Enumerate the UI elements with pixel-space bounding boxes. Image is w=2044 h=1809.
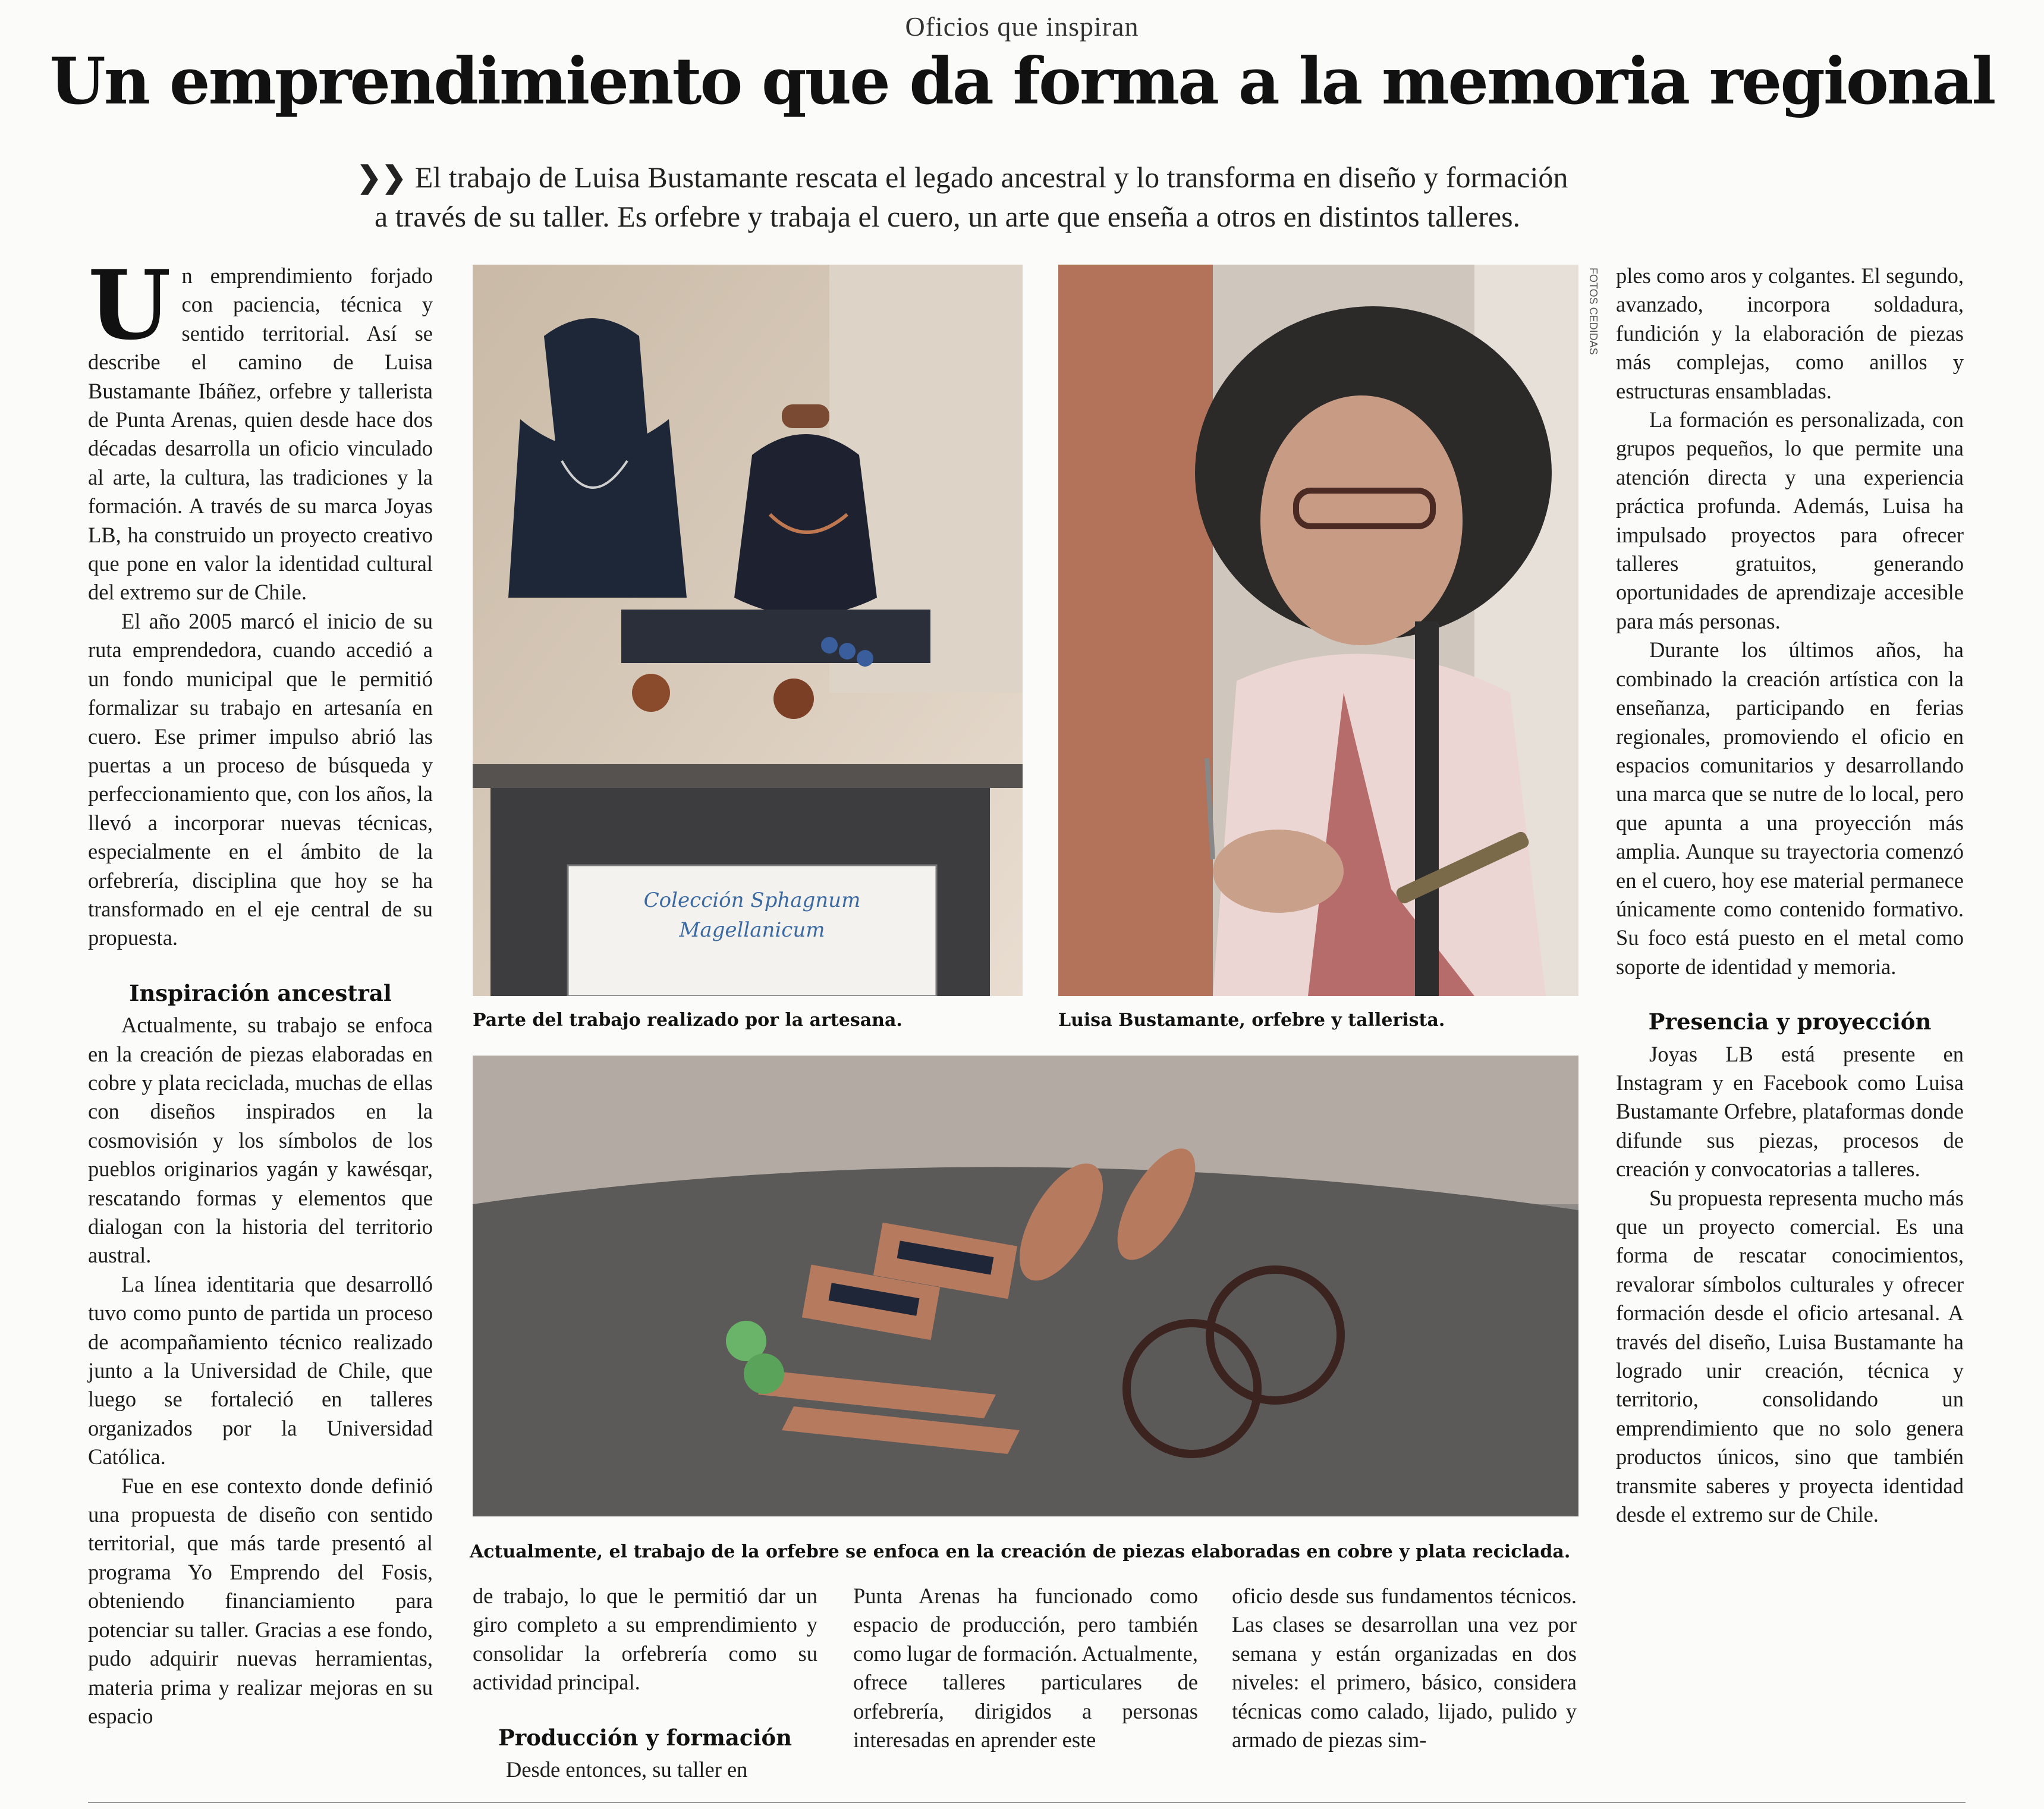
paragraph: La línea identitaria que desarrolló tuvo como punto de partida un proceso de acompañamiento técnico realizado junto a la Universidad de Chile, que luego se fortaleció en talleres organizados por la Universidad Católica. — [88, 1271, 433, 1469]
paragraph: Actualmente, su trabajo se enfoca en la creación de piezas elaboradas en cobre y plata reciclada, muchas de ellas con diseños inspirados en la cosmovisión y los símbolos de los pueblos originarios yagán y kawésqar, rescatando formas y elementos que dialogan con la historia del territorio austral. — [88, 1013, 433, 1268]
caption-earrings: Actualmente, el trabajo de la orfebre se enfoca en la creación de piezas elaboradas en cobre y plata reciclada. — [470, 1541, 1571, 1562]
deck — [357, 158, 1724, 236]
paragraph: Punta Arenas ha funcionado como espacio de producción, pero también como lugar de formación. Actualmente, ofrece talleres particulares de orfebrería, dirigidos a personas interesadas en aprender este — [853, 1584, 1198, 1753]
headline: Un emprendimiento que da forma a la memoria regional — [49, 44, 1995, 119]
paragraph — [88, 249, 433, 607]
paragraph: de trabajo, lo que le permitió dar un giro completo a su emprendimiento y consolidar la orfebrería como su actividad principal. — [473, 1584, 817, 1695]
paragraph: Fue en ese contexto donde definió una propuesta de diseño con sentido territorial, que más tarde presentó al programa Yo Emprendo del Fosis, obteniendo financiamiento para potenciar su taller. Gracias a ese fondo, pudo adquirir nuevas herramientas, materia prima y realizar mejoras en su espacio — [88, 1473, 433, 1728]
card-line-2: Magellanicum — [679, 918, 825, 942]
caption-jewelry-display: Parte del trabajo realizado por la artesana. — [473, 1010, 902, 1031]
subhead-produccion: Producción y formación — [498, 1724, 793, 1751]
earrings-image — [473, 1056, 1578, 1516]
photo-jewelry-display — [473, 265, 1023, 996]
paragraph: Durante los últimos años, ha combinado la creación artística con la enseñanza, participando en ferias regionales, promoviendo el oficio en espacios comunitarios y desarrollando una marca que se nutre de lo local, pero que apunta a una proyección más amplia. Aunque su trayectoria comenzó en el cuero, hoy ese material permanece únicamente como contenido formativo. Su foco está puesto en el metal como soporte de identidad y memoria. — [1616, 637, 1964, 979]
card-line-1: Colección Sphagnum — [643, 888, 861, 912]
paragraph: La formación es personalizada, con grupos pequeños, lo que permite una atención directa y una experiencia práctica profunda. Además, Luisa ha impulsado proyectos para ofrecer talleres gratuitos, generando oportunidades de aprendizaje accesible para más personas. — [1616, 407, 1964, 633]
paragraph: El año 2005 marcó el inicio de su ruta emprendedora, cuando accedió a un fondo municipal que le permitió formalizar su trabajo en artesanía en cuero. Ese primer impulso abrió las puertas a un proceso de búsqueda y perfeccionamiento que, con los años, la llevó a incorporar nuevas técnicas, especialmente en el ámbito de la orfebrería, disciplina que hoy se ha transformado en el eje central de su propuesta. — [88, 608, 433, 950]
column-5 — [1616, 262, 1964, 1529]
subhead-inspiracion: Inspiración ancestral — [129, 979, 392, 1006]
photo-earrings — [473, 1056, 1578, 1516]
portrait-image — [1058, 265, 1578, 996]
paragraph-text: n emprendimiento forjado con paciencia, técnica y sentido territorial. Así se describe el camino de Luisa Bustamante Ibáñez, orfebre y tallerista de Punta Arenas, quien desde hace dos décadas desarrolla un oficio vinculado al arte, la cultura, las tradiciones y la formación. A través de su marca Joyas LB, ha construido un proyecto creativo que pone en valor la identidad cultural del extremo sur de Chile. — [88, 263, 433, 605]
column-2 — [473, 1582, 817, 1784]
double-chevron-icon: ❯❯ — [357, 161, 407, 194]
deck-line-1-text: El trabajo de Luisa Bustamante rescata el legado ancestral y lo transforma en diseño y formación — [414, 161, 1568, 194]
paragraph: Su propuesta representa mucho más que un proyecto comercial. Es una forma de rescatar conocimientos, revalorar símbolos culturales y ofrecer formación desde el oficio artesanal. A través del diseño, Luisa Bustamante ha logrado unir creación, técnica y territorio, consolidando un emprendimiento que no solo genera productos únicos, sino que también transmite saberes y proyecta identidad desde el extremo sur de Chile. — [1616, 1185, 1964, 1527]
column-1 — [88, 249, 433, 1731]
deck-line-2: a través de su taller. Es orfebre y trabaja el cuero, un arte que enseña a otros en distintos talleres. — [375, 200, 1521, 233]
paragraph: ples como aros y colgantes. El segundo, avanzado, incorpora soldadura, fundición y la elaboración de piezas más complejas, como anillos y estructuras ensambladas. — [1616, 263, 1964, 403]
paragraph: Joyas LB está presente en Instagram y en Facebook como Luisa Bustamante Orfebre, plataformas donde difunde sus piezas, procesos de creación y convocatorias a talleres. — [1616, 1041, 1964, 1182]
deck-line-1 — [357, 158, 1724, 197]
drop-cap: U — [88, 249, 171, 361]
paragraph: Desde entonces, su taller en — [506, 1757, 748, 1782]
bottom-rule — [88, 1802, 1966, 1803]
photo-portrait — [1058, 265, 1578, 996]
caption-portrait: Luisa Bustamante, orfebre y tallerista. — [1058, 1010, 1445, 1031]
jewelry-display-image — [473, 265, 1023, 996]
subhead-presencia: Presencia y proyección — [1648, 1009, 1932, 1035]
section-label: Oficios que inspiran — [905, 11, 1139, 42]
photo-credit: FOTOS CEDIDAS — [1587, 268, 1599, 355]
paragraph: oficio desde sus fundamentos técnicos. Las clases se desarrollan una vez por semana y están organizadas en dos niveles: el primero, básico, considera técnicas como calado, lijado, pulido y armado de piezas sim- — [1232, 1584, 1577, 1753]
column-3 — [853, 1582, 1198, 1754]
column-4 — [1232, 1582, 1577, 1754]
